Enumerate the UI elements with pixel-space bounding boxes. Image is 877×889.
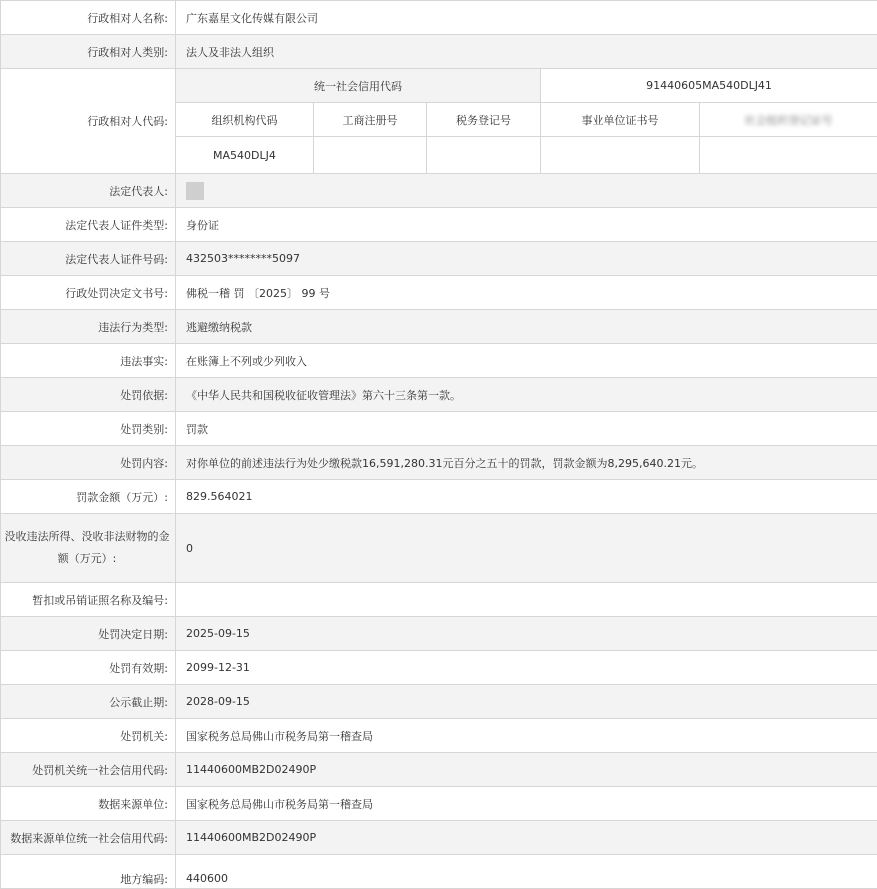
table-row bbox=[1, 787, 877, 821]
field-label: 处罚类别: bbox=[1, 412, 176, 446]
field-label: 处罚决定日期: bbox=[1, 617, 176, 651]
table-row bbox=[1, 753, 877, 787]
field-value: 《中华人民共和国税收征收管理法》第六十三条第一款。 bbox=[176, 378, 877, 412]
institution-value bbox=[541, 137, 700, 174]
field-value: 法人及非法人组织 bbox=[176, 35, 877, 69]
table-row bbox=[1, 651, 877, 685]
uscc-label: 统一社会信用代码 bbox=[176, 69, 541, 103]
tax-reg-label: 税务登记号 bbox=[427, 103, 541, 137]
table-row bbox=[1, 719, 877, 753]
redacted-value bbox=[700, 137, 877, 174]
field-label: 暂扣或吊销证照名称及编号: bbox=[1, 583, 176, 617]
field-label: 地方编码: bbox=[1, 855, 176, 889]
field-label: 法定代表人证件类型: bbox=[1, 208, 176, 242]
table-row bbox=[1, 242, 877, 276]
field-value bbox=[176, 583, 877, 617]
table-row bbox=[1, 821, 877, 855]
table-row bbox=[1, 685, 877, 719]
table-row bbox=[1, 617, 877, 651]
field-label: 公示截止期: bbox=[1, 685, 176, 719]
field-label: 数据来源单位统一社会信用代码: bbox=[1, 821, 176, 855]
table-row bbox=[1, 35, 877, 69]
field-label: 违法事实: bbox=[1, 344, 176, 378]
field-value: 2099-12-31 bbox=[176, 651, 877, 685]
field-value: 国家税务总局佛山市税务局第一稽查局 bbox=[176, 719, 877, 753]
org-code-value: MA540DLJ4 bbox=[176, 137, 314, 174]
field-label: 违法行为类型: bbox=[1, 310, 176, 344]
institution-label: 事业单位证书号 bbox=[541, 103, 700, 137]
table-row bbox=[1, 276, 877, 310]
redacted-label-cell bbox=[700, 103, 877, 137]
redacted-label: 社会组织登记证号 bbox=[745, 112, 833, 128]
field-label: 处罚有效期: bbox=[1, 651, 176, 685]
field-label: 罚款金额（万元）: bbox=[1, 480, 176, 514]
table-row bbox=[1, 378, 877, 412]
table-row bbox=[1, 208, 877, 242]
field-label: 行政相对人类别: bbox=[1, 35, 176, 69]
field-value: 在账簿上不列或少列收入 bbox=[176, 344, 877, 378]
table-row bbox=[1, 344, 877, 378]
table-row bbox=[1, 446, 877, 480]
field-value: 佛税一稽 罚 〔2025〕 99 号 bbox=[176, 276, 877, 310]
org-code-label: 组织机构代码 bbox=[176, 103, 314, 137]
field-value: 国家税务总局佛山市税务局第一稽查局 bbox=[176, 787, 877, 821]
field-label: 行政相对人代码: bbox=[1, 69, 176, 174]
field-value: 2025-09-15 bbox=[176, 617, 877, 651]
field-value: 逃避缴纳税款 bbox=[176, 310, 877, 344]
field-value: 440600 bbox=[176, 855, 877, 889]
field-value: 2028-09-15 bbox=[176, 685, 877, 719]
uscc-value: 91440605MA540DLJ41 bbox=[541, 69, 877, 103]
field-value: 829.564021 bbox=[176, 480, 877, 514]
field-value: 罚款 bbox=[176, 412, 877, 446]
table-row bbox=[1, 310, 877, 344]
field-value: 432503********5097 bbox=[176, 242, 877, 276]
redacted-avatar bbox=[186, 182, 204, 200]
field-label: 行政相对人名称: bbox=[1, 1, 176, 35]
table-row bbox=[1, 412, 877, 446]
table-row bbox=[1, 1, 877, 35]
table-row bbox=[1, 69, 877, 103]
field-value: 身份证 bbox=[176, 208, 877, 242]
field-label: 处罚机关: bbox=[1, 719, 176, 753]
table-row bbox=[1, 174, 877, 208]
field-value: 11440600MB2D02490P bbox=[176, 753, 877, 787]
tax-reg-value bbox=[427, 137, 541, 174]
table-row bbox=[1, 514, 877, 583]
field-label: 数据来源单位: bbox=[1, 787, 176, 821]
field-value: 11440600MB2D02490P bbox=[176, 821, 877, 855]
biz-reg-label: 工商注册号 bbox=[314, 103, 427, 137]
field-label: 处罚机关统一社会信用代码: bbox=[1, 753, 176, 787]
field-value bbox=[176, 174, 877, 208]
field-label: 处罚内容: bbox=[1, 446, 176, 480]
field-label: 没收违法所得、没收非法财物的金额（万元）: bbox=[1, 514, 176, 583]
table-row bbox=[1, 583, 877, 617]
field-label: 处罚依据: bbox=[1, 378, 176, 412]
field-value: 0 bbox=[176, 514, 877, 583]
biz-reg-value bbox=[314, 137, 427, 174]
table-row bbox=[1, 480, 877, 514]
field-label: 法定代表人证件号码: bbox=[1, 242, 176, 276]
table-row bbox=[1, 855, 877, 889]
field-value: 对你单位的前述违法行为处少缴税款16,591,280.31元百分之五十的罚款，罚款金额为8,295,640.21元。 bbox=[176, 446, 877, 480]
field-label: 法定代表人: bbox=[1, 174, 176, 208]
field-label: 行政处罚决定文书号: bbox=[1, 276, 176, 310]
field-value: 广东嘉星文化传媒有限公司 bbox=[176, 1, 877, 35]
